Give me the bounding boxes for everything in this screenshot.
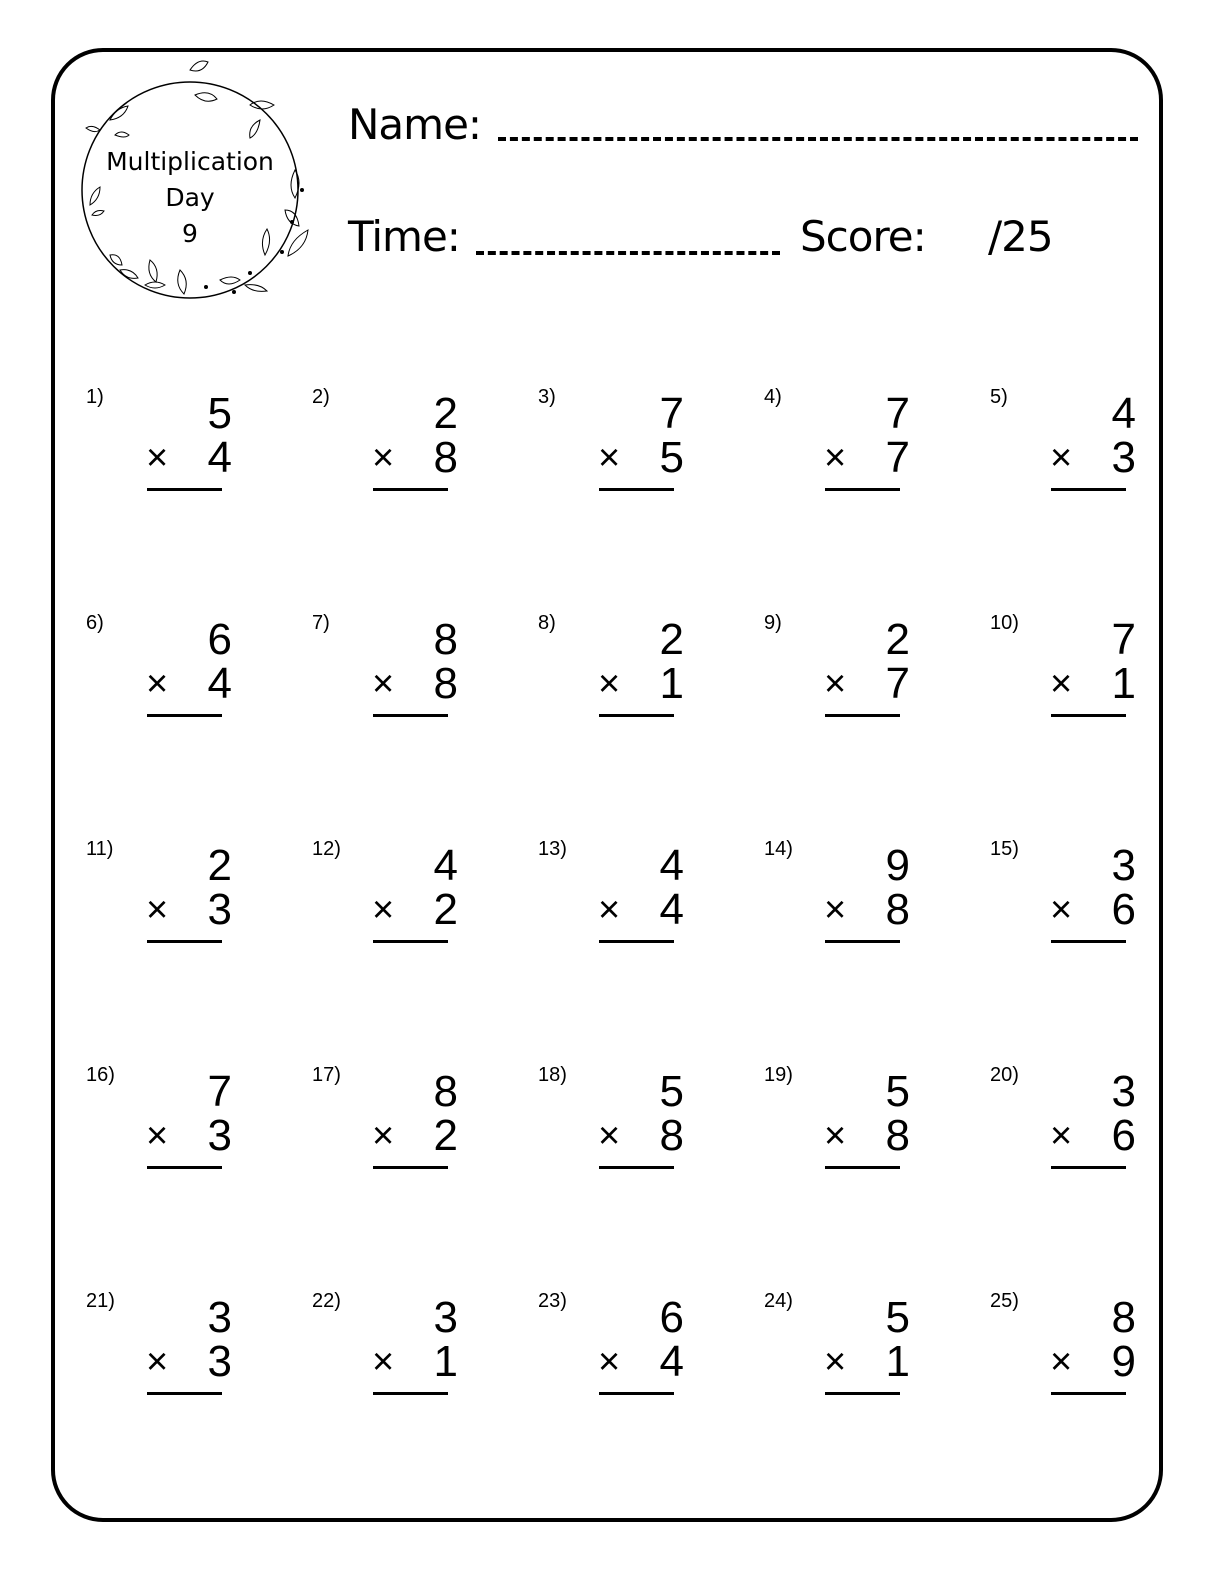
multiply-sign: × bbox=[146, 1341, 169, 1383]
multiplier: 4 bbox=[659, 885, 684, 934]
problem-18 bbox=[538, 1064, 738, 1174]
problem-19 bbox=[764, 1064, 964, 1174]
problem-number: 25) bbox=[990, 1290, 1019, 1312]
multiplier: 6 bbox=[1111, 1111, 1136, 1160]
problem-1 bbox=[86, 386, 286, 496]
multiplier: 5 bbox=[659, 433, 684, 482]
multiplier: 1 bbox=[433, 1337, 458, 1386]
score-label: Score: bbox=[800, 212, 926, 261]
problem-number: 2) bbox=[312, 386, 330, 408]
problem-14 bbox=[764, 838, 964, 948]
problem-number: 22) bbox=[312, 1290, 341, 1312]
multiply-sign: × bbox=[1050, 663, 1073, 705]
problem-15 bbox=[990, 838, 1190, 948]
multiply-sign: × bbox=[824, 1115, 847, 1157]
multiplicand: 3 bbox=[1111, 1067, 1136, 1116]
answer-line[interactable] bbox=[599, 714, 674, 717]
problem-24 bbox=[764, 1290, 964, 1400]
problem-7 bbox=[312, 612, 512, 722]
answer-line[interactable] bbox=[825, 1392, 900, 1395]
multiplier: 8 bbox=[433, 433, 458, 482]
multiplicand: 2 bbox=[207, 841, 232, 890]
multiplicand: 7 bbox=[659, 389, 684, 438]
multiply-sign: × bbox=[372, 663, 395, 705]
multiplier: 4 bbox=[659, 1337, 684, 1386]
problem-23 bbox=[538, 1290, 738, 1400]
multiplicand: 4 bbox=[1111, 389, 1136, 438]
multiplicand: 5 bbox=[659, 1067, 684, 1116]
multiply-sign: × bbox=[598, 1341, 621, 1383]
badge-title-line1: Multiplication bbox=[106, 147, 274, 176]
problem-9 bbox=[764, 612, 964, 722]
multiply-sign: × bbox=[1050, 1341, 1073, 1383]
multiply-sign: × bbox=[598, 889, 621, 931]
multiplier: 8 bbox=[885, 1111, 910, 1160]
answer-line[interactable] bbox=[1051, 714, 1126, 717]
problem-5 bbox=[990, 386, 1190, 496]
multiplicand: 6 bbox=[659, 1293, 684, 1342]
problem-number: 21) bbox=[86, 1290, 115, 1312]
multiply-sign: × bbox=[824, 663, 847, 705]
multiply-sign: × bbox=[372, 437, 395, 479]
problem-21 bbox=[86, 1290, 286, 1400]
answer-line[interactable] bbox=[147, 488, 222, 491]
problem-number: 14) bbox=[764, 838, 793, 860]
problem-number: 5) bbox=[990, 386, 1008, 408]
answer-line[interactable] bbox=[1051, 1166, 1126, 1169]
problem-number: 11) bbox=[86, 838, 114, 860]
time-field[interactable] bbox=[476, 251, 780, 255]
answer-line[interactable] bbox=[147, 1392, 222, 1395]
answer-line[interactable] bbox=[373, 1392, 448, 1395]
multiplicand: 9 bbox=[885, 841, 910, 890]
multiplier: 7 bbox=[885, 433, 910, 482]
multiplier: 7 bbox=[885, 659, 910, 708]
multiplicand: 8 bbox=[1111, 1293, 1136, 1342]
multiplier: 8 bbox=[433, 659, 458, 708]
answer-line[interactable] bbox=[825, 940, 900, 943]
answer-line[interactable] bbox=[825, 714, 900, 717]
problem-number: 24) bbox=[764, 1290, 793, 1312]
problem-number: 10) bbox=[990, 612, 1019, 634]
problem-8 bbox=[538, 612, 738, 722]
problem-number: 9) bbox=[764, 612, 782, 634]
problem-22 bbox=[312, 1290, 512, 1400]
multiplier: 4 bbox=[207, 433, 232, 482]
answer-line[interactable] bbox=[147, 940, 222, 943]
badge-title-line2: Day bbox=[165, 183, 215, 212]
problem-number: 20) bbox=[990, 1064, 1019, 1086]
multiplier: 3 bbox=[207, 885, 232, 934]
problem-number: 8) bbox=[538, 612, 556, 634]
answer-line[interactable] bbox=[1051, 488, 1126, 491]
name-label: Name: bbox=[348, 100, 482, 149]
answer-line[interactable] bbox=[599, 940, 674, 943]
problem-4 bbox=[764, 386, 964, 496]
problem-20 bbox=[990, 1064, 1190, 1174]
multiplicand: 2 bbox=[885, 615, 910, 664]
problem-6 bbox=[86, 612, 286, 722]
multiply-sign: × bbox=[824, 1341, 847, 1383]
problem-number: 1) bbox=[86, 386, 104, 408]
badge-day-number: 9 bbox=[182, 219, 198, 248]
multiplicand: 5 bbox=[207, 389, 232, 438]
multiplicand: 7 bbox=[885, 389, 910, 438]
multiply-sign: × bbox=[824, 889, 847, 931]
name-field[interactable] bbox=[498, 137, 1138, 141]
problem-number: 15) bbox=[990, 838, 1019, 860]
multiplier: 2 bbox=[433, 1111, 458, 1160]
answer-line[interactable] bbox=[599, 1392, 674, 1395]
problem-number: 19) bbox=[764, 1064, 793, 1086]
multiplicand: 3 bbox=[207, 1293, 232, 1342]
score-total: /25 bbox=[988, 212, 1053, 261]
multiplier: 3 bbox=[207, 1111, 232, 1160]
answer-line[interactable] bbox=[373, 940, 448, 943]
problem-number: 12) bbox=[312, 838, 341, 860]
multiplicand: 8 bbox=[433, 615, 458, 664]
answer-line[interactable] bbox=[147, 714, 222, 717]
multiplier: 8 bbox=[659, 1111, 684, 1160]
multiplier: 3 bbox=[1111, 433, 1136, 482]
multiply-sign: × bbox=[146, 1115, 169, 1157]
multiplier: 6 bbox=[1111, 885, 1136, 934]
multiply-sign: × bbox=[146, 663, 169, 705]
multiplicand: 8 bbox=[433, 1067, 458, 1116]
answer-line[interactable] bbox=[825, 488, 900, 491]
answer-line[interactable] bbox=[599, 1166, 674, 1169]
multiply-sign: × bbox=[372, 1115, 395, 1157]
problem-13 bbox=[538, 838, 738, 948]
problem-25 bbox=[990, 1290, 1190, 1400]
multiplicand: 7 bbox=[207, 1067, 232, 1116]
problem-17 bbox=[312, 1064, 512, 1174]
multiplicand: 7 bbox=[1111, 615, 1136, 664]
badge-title bbox=[70, 144, 310, 252]
problem-number: 4) bbox=[764, 386, 782, 408]
answer-line[interactable] bbox=[373, 1166, 448, 1169]
answer-line[interactable] bbox=[1051, 940, 1126, 943]
problem-number: 23) bbox=[538, 1290, 567, 1312]
problem-number: 6) bbox=[86, 612, 104, 634]
multiplicand: 3 bbox=[1111, 841, 1136, 890]
multiply-sign: × bbox=[146, 437, 169, 479]
answer-line[interactable] bbox=[825, 1166, 900, 1169]
multiplicand: 6 bbox=[207, 615, 232, 664]
problem-number: 17) bbox=[312, 1064, 341, 1086]
multiplicand: 2 bbox=[659, 615, 684, 664]
multiplier: 1 bbox=[1111, 659, 1136, 708]
multiply-sign: × bbox=[1050, 1115, 1073, 1157]
multiply-sign: × bbox=[372, 1341, 395, 1383]
problem-16 bbox=[86, 1064, 286, 1174]
answer-line[interactable] bbox=[373, 488, 448, 491]
problem-number: 7) bbox=[312, 612, 330, 634]
multiplicand: 4 bbox=[433, 841, 458, 890]
multiplicand: 4 bbox=[659, 841, 684, 890]
multiply-sign: × bbox=[598, 663, 621, 705]
multiply-sign: × bbox=[372, 889, 395, 931]
multiplier: 2 bbox=[433, 885, 458, 934]
answer-line[interactable] bbox=[1051, 1392, 1126, 1395]
multiplicand: 5 bbox=[885, 1067, 910, 1116]
answer-line[interactable] bbox=[147, 1166, 222, 1169]
multiplier: 1 bbox=[885, 1337, 910, 1386]
multiplicand: 5 bbox=[885, 1293, 910, 1342]
problem-number: 3) bbox=[538, 386, 556, 408]
problem-10 bbox=[990, 612, 1190, 722]
multiplicand: 3 bbox=[433, 1293, 458, 1342]
answer-line[interactable] bbox=[373, 714, 448, 717]
multiplicand: 2 bbox=[433, 389, 458, 438]
multiply-sign: × bbox=[146, 889, 169, 931]
title-badge bbox=[70, 60, 320, 310]
problem-number: 16) bbox=[86, 1064, 115, 1086]
multiplier: 3 bbox=[207, 1337, 232, 1386]
problem-12 bbox=[312, 838, 512, 948]
multiply-sign: × bbox=[598, 437, 621, 479]
multiply-sign: × bbox=[1050, 437, 1073, 479]
problem-number: 13) bbox=[538, 838, 567, 860]
problem-2 bbox=[312, 386, 512, 496]
problem-3 bbox=[538, 386, 738, 496]
problem-number: 18) bbox=[538, 1064, 567, 1086]
answer-line[interactable] bbox=[599, 488, 674, 491]
multiplier: 8 bbox=[885, 885, 910, 934]
time-label: Time: bbox=[348, 212, 460, 261]
multiply-sign: × bbox=[598, 1115, 621, 1157]
multiply-sign: × bbox=[824, 437, 847, 479]
multiplier: 9 bbox=[1111, 1337, 1136, 1386]
problem-11 bbox=[86, 838, 286, 948]
multiplier: 1 bbox=[659, 659, 684, 708]
multiply-sign: × bbox=[1050, 889, 1073, 931]
multiplier: 4 bbox=[207, 659, 232, 708]
